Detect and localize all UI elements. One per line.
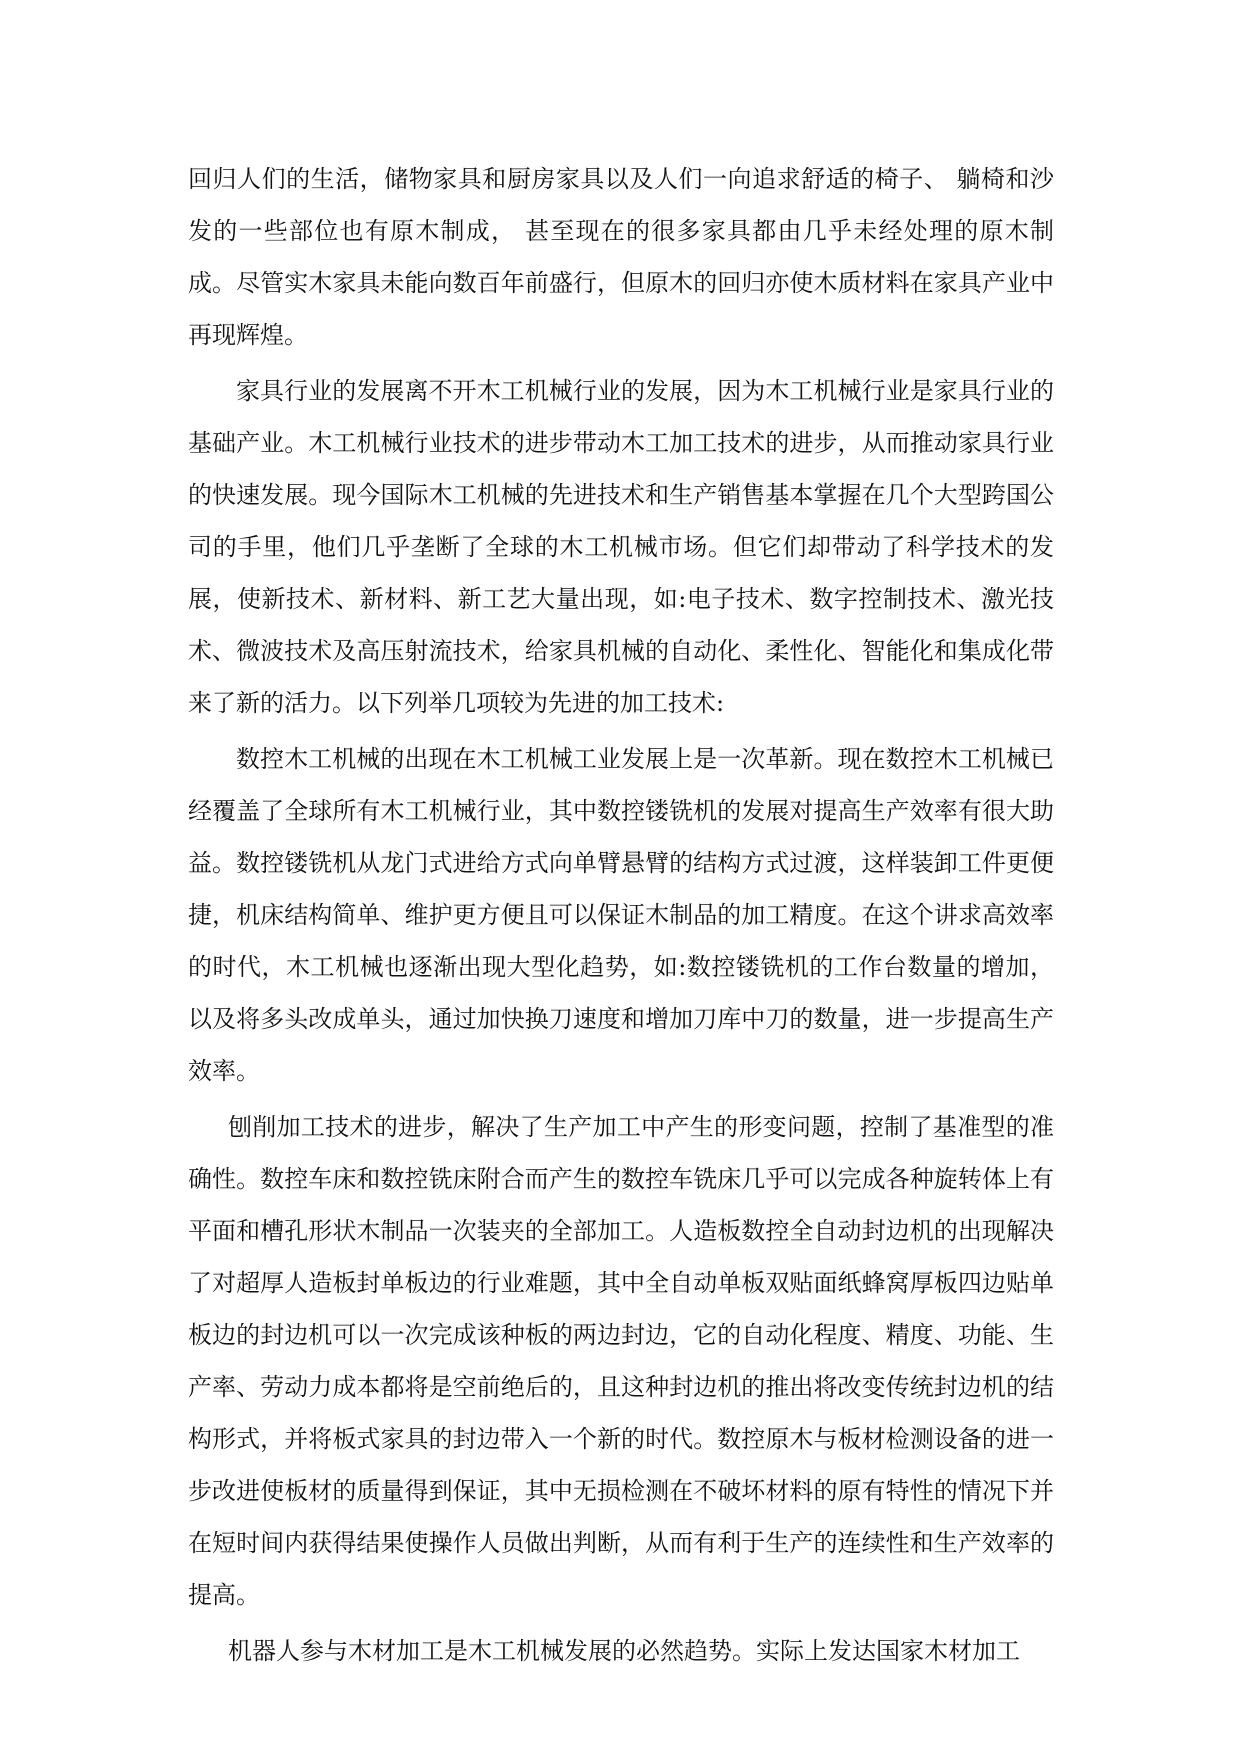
paragraph-4: 刨削加工技术的进步，解决了生产加工中产生的形变问题，控制了基准型的准确性。数控车床和数控铣床附合而产生的数控车铣床几乎可以完成各种旋转体上有平面和槽孔形状木制品一次装夹的全部加工。人造板数控全自动封边机的出现解决了对超厚人造板封单板边的行业难题，其中全自动单板双贴面纸蜂窝厚板四边贴单板边的封边机可以一次完成该种板的两边封边，它的自动化程度、精度、功能、生产率、劳动力成本都将是空前绝后的，且这种封边机的推出将改变传统封边机的结构形式，并将板式家具的封边带入一个新的时代。数控原木与板材检测设备的进一步改进使板材的质量得到保证，其中无损检测在不破坏材料的原有特性的情况下并在短时间内获得结果使操作人员做出判断，从而有利于生产的连续性和生产效率的提高。 [188,1113,1054,1609]
paragraph-5: 机器人参与木材加工是木工机械发展的必然趋势。实际上发达国家木材加工 [228,1637,1020,1665]
body-text [188,153,1054,1681]
paragraph-1: 回归人们的生活，储物家具和厨房家具以及人们一向追求舒适的椅子、 躺椅和沙发的一些部位也有原木制成， 甚至现在的很多家具都由几乎未经处理的原木制成。尽管实木家具未能向数百年前盛行，但原木的回归亦使木质材料在家具产业中再现辉煌。 [188,165,1054,349]
paragraph-2: 家具行业的发展离不开木工机械行业的发展，因为木工机械行业是家具行业的基础产业。木工机械行业技术的进步带动木工加工技术的进步，从而推动家具行业的快速发展。现今国际木工机械的先进技术和生产销售基本掌握在几个大型跨国公司的手里，他们几乎垄断了全球的木工机械市场。但它们却带动了科学技术的发展，使新技术、新材料、新工艺大量出现，如:电子技术、数字控制技术、激光技术、微波技术及高压射流技术，给家具机械的自动化、柔性化、智能化和集成化带来了新的活力。以下列举几项较为先进的加工技术: [188,377,1054,717]
paragraph-3: 数控木工机械的出现在木工机械工业发展上是一次革新。现在数控木工机械已经覆盖了全球所有木工机械行业，其中数控镂铣机的发展对提高生产效率有很大助益。数控镂铣机从龙门式进给方式向单臂悬臂的结构方式过渡，这样装卸工件更便捷，机床结构简单、维护更方便且可以保证木制品的加工精度。在这个讲求高效率的时代，木工机械也逐渐出现大型化趋势，如:数控镂铣机的工作台数量的增加，以及将多头改成单头，通过加快换刀速度和增加刀库中刀的数量，进一步提高生产效率。 [188,745,1054,1085]
